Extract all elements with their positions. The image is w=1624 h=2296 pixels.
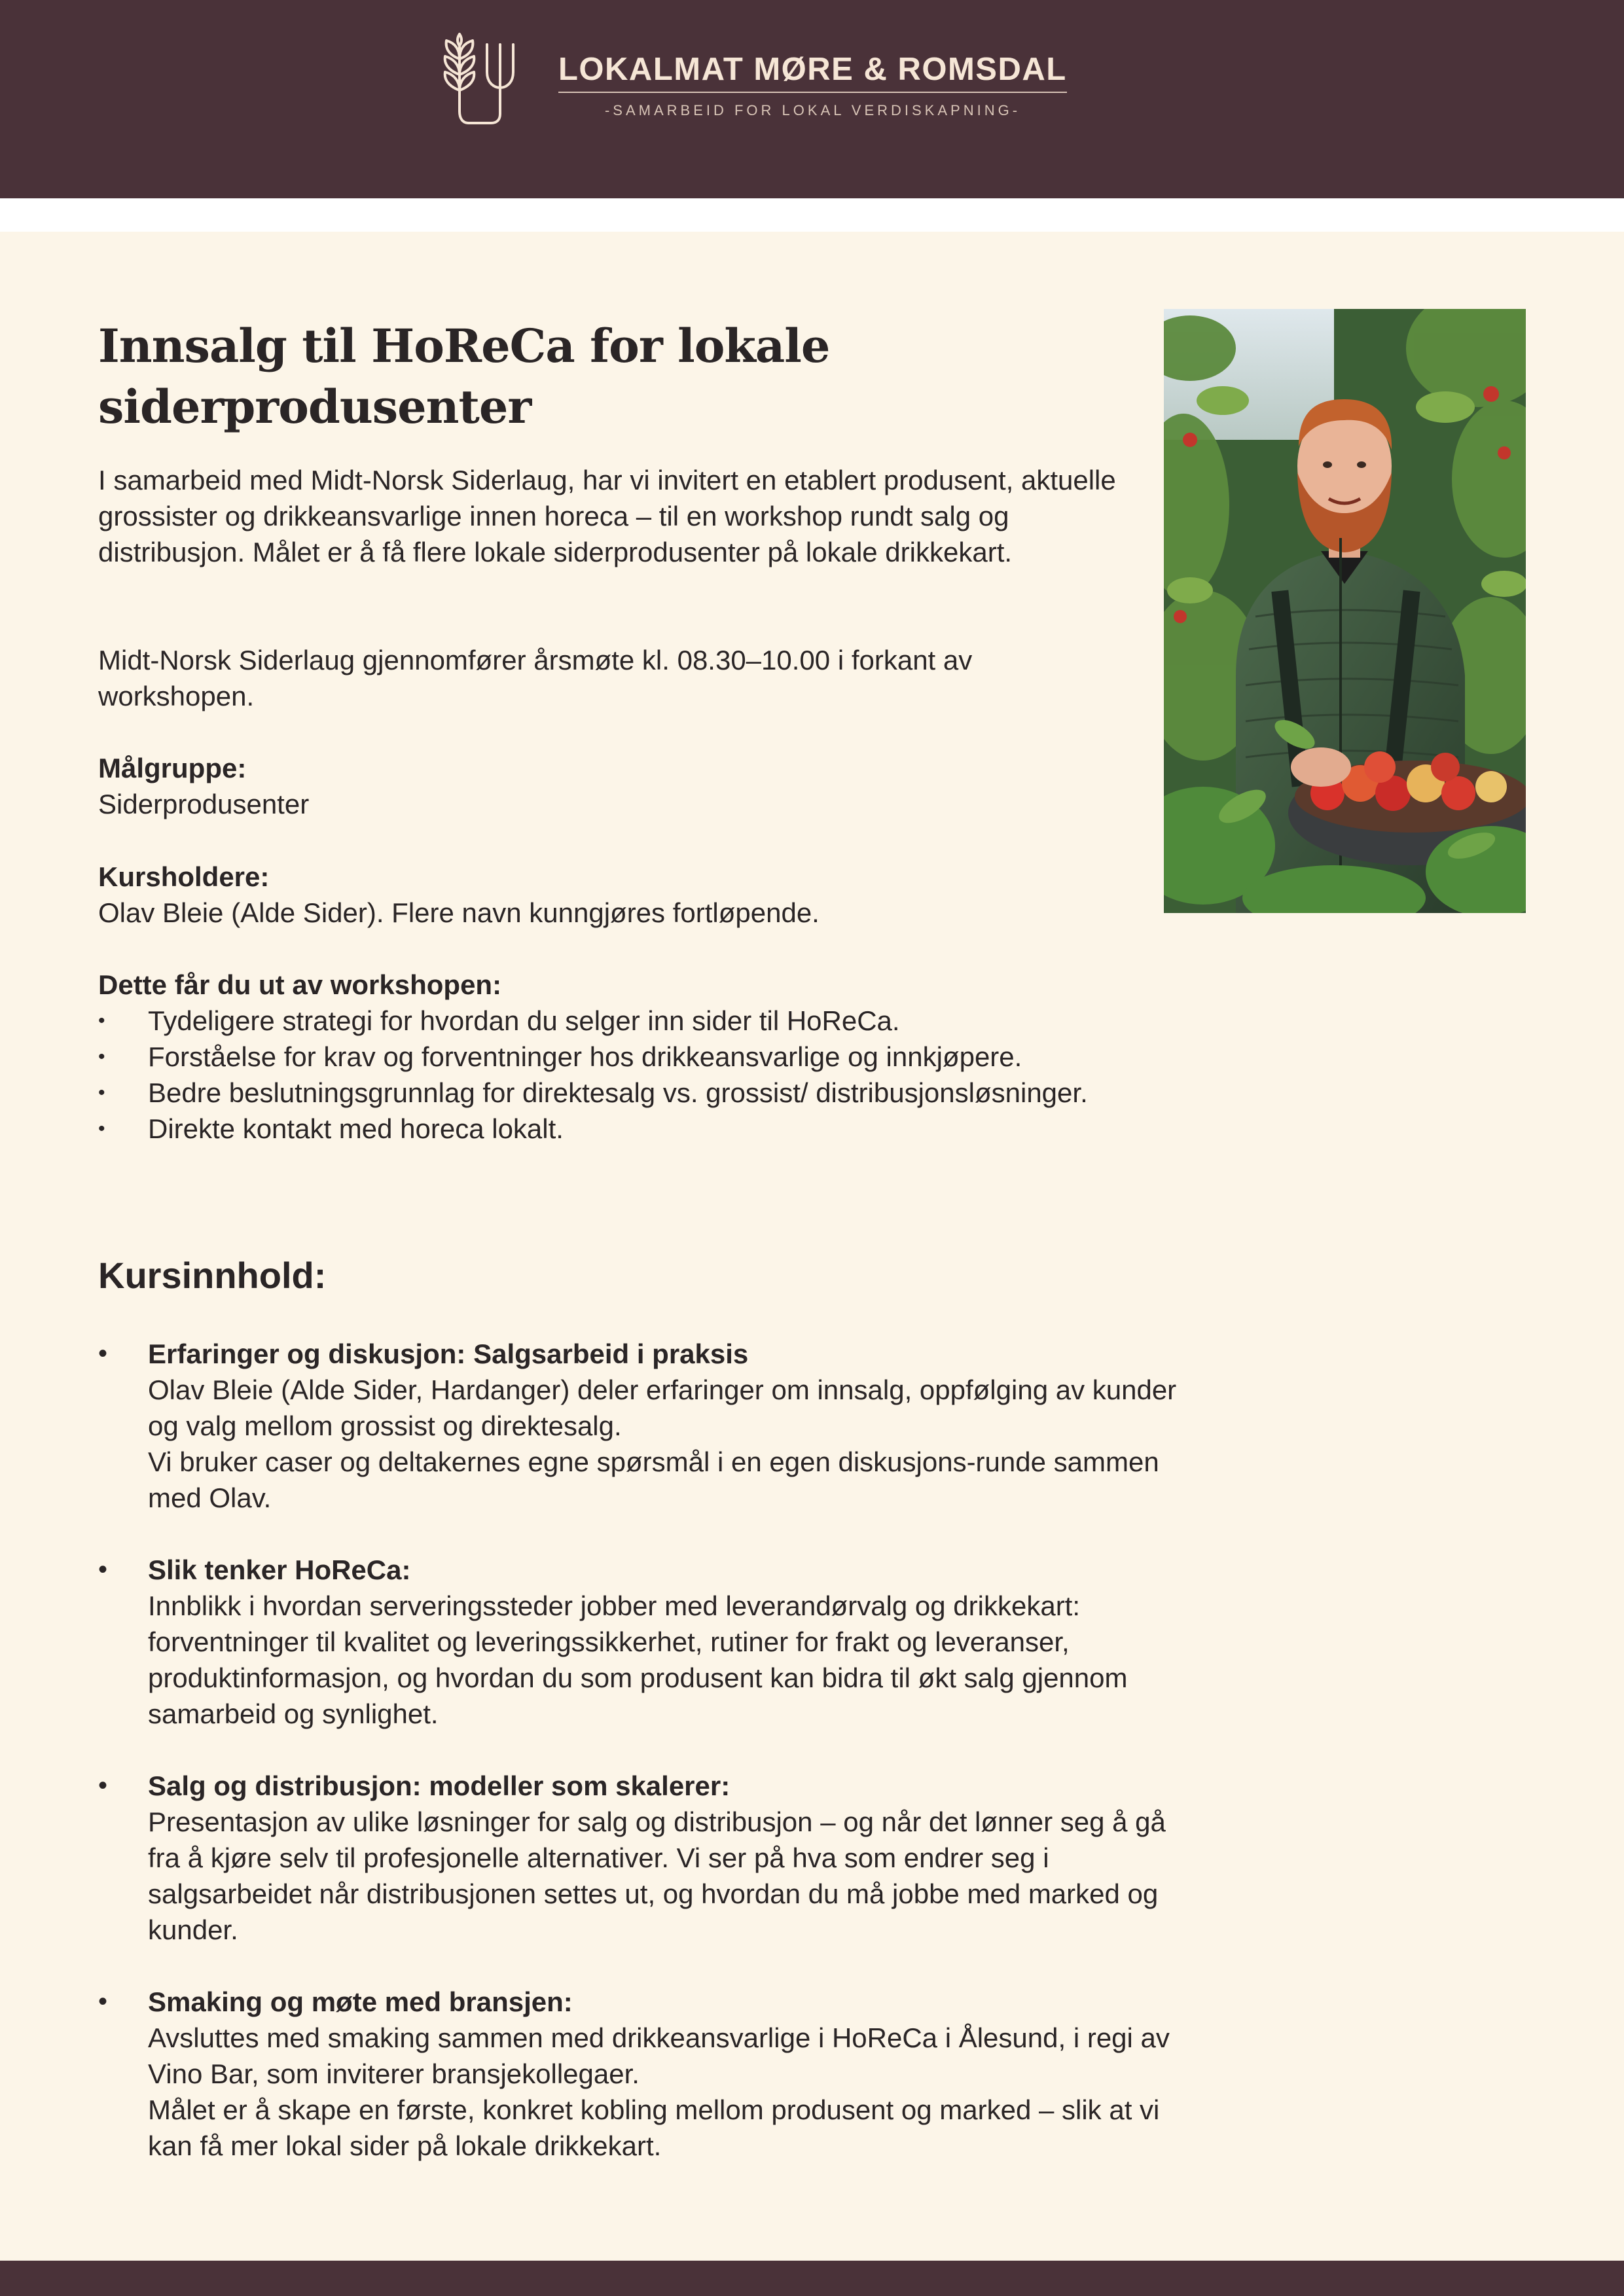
course-list — [98, 1336, 1191, 2164]
target-group-value: Siderprodusenter — [98, 789, 310, 819]
benefit-text: Tydeligere strategi for hvordan du selger inn sider til HoReCa. — [148, 1005, 900, 1036]
list-item — [98, 1075, 1100, 1111]
instructors-value: Olav Bleie (Alde Sider). Flere navn kunngjøres fortløpende. — [98, 897, 820, 928]
bullet-icon: • — [98, 1046, 105, 1067]
bullet-icon: • — [98, 1118, 105, 1139]
course-item-title: Erfaringer og diskusjon: Salgsarbeid i praksis — [148, 1338, 749, 1369]
list-item — [98, 1984, 1191, 2164]
target-group-label: Målgruppe: — [98, 753, 247, 783]
benefit-text: Direkte kontakt med horeca lokalt. — [148, 1113, 564, 1144]
bullet-icon: • — [98, 1555, 108, 1584]
benefit-text: Bedre beslutningsgrunnlag for direktesalg vs. grossist/ distribusjonsløsninger. — [148, 1077, 1088, 1108]
course-content-block — [98, 1336, 1191, 2200]
course-item-text: Innblikk i hvordan serveringssteder jobber med leverandørvalg og drikkekart: forventninger til kvalitet og leveringssikkerhet, rutiner for frakt og leveranser, produktinformasjon, og hvordan du som produsent kan bidra til økt salg gjennom samarbeid og synlighet. — [148, 1590, 1128, 1729]
benefits-block — [98, 967, 1100, 1147]
course-item-text: Avsluttes med smaking sammen med drikkeansvarlige i HoReCa i Ålesund, i regi av Vino Bar, som inviterer bransjekollegaer. — [148, 2022, 1170, 2089]
course-item-text: Presentasjon av ulike løsninger for salg og distribusjon – og når det lønner seg å gå fra å kjøre selv til profesjonelle alternativer. Vi ser på hva som endrer seg i salgsarbeidet når distribusjonen settes ut, og hvordan du må jobbe med marked og kunder. — [148, 1806, 1166, 1945]
list-item — [98, 1111, 1100, 1147]
meeting-note-block — [98, 642, 1015, 714]
intro-text: I samarbeid med Midt-Norsk Siderlaug, har vi invitert en etablert produsent, aktuelle grossister og drikkeansvarlige innen horeca – til en workshop rundt salg og distribusjon. Målet er å få flere lokale siderprodusenter på lokale drikkekart. — [98, 465, 1116, 567]
list-item — [98, 1039, 1100, 1075]
course-item-title: Smaking og møte med bransjen: — [148, 1986, 573, 2017]
course-item-title: Salg og distribusjon: modeller som skalerer: — [148, 1770, 731, 1801]
leaf-fork-icon — [440, 33, 524, 124]
benefit-text: Forståelse for krav og forventninger hos drikkeansvarlige og innkjøpere. — [148, 1041, 1022, 1072]
course-item-text: Vi bruker caser og deltakernes egne spørsmål i en egen diskusjons-runde sammen med Olav. — [148, 1446, 1159, 1513]
benefits-label: Dette får du ut av workshopen: — [98, 969, 502, 1000]
target-group-block — [98, 750, 1185, 822]
footer-band — [0, 2261, 1624, 2296]
course-item-text: Olav Bleie (Alde Sider, Hardanger) deler erfaringer om innsalg, oppfølging av kunder og valg mellom grossist og direktesalg. — [148, 1374, 1177, 1441]
orchard-photo — [1164, 309, 1526, 913]
brand-divider — [558, 92, 1067, 93]
instructors-block — [98, 859, 1185, 931]
bullet-icon: • — [98, 1771, 108, 1800]
list-item — [98, 1552, 1191, 1732]
photo-illustration — [1164, 309, 1526, 913]
benefits-list — [98, 1003, 1100, 1147]
bullet-icon: • — [98, 1987, 108, 2016]
list-item — [98, 1768, 1191, 1948]
brand-tagline: -SAMARBEID FOR LOKAL VERDISKAPNING- — [604, 102, 1021, 118]
bullet-icon: • — [98, 1339, 108, 1368]
bullet-icon: • — [98, 1010, 105, 1031]
list-item — [98, 1003, 1100, 1039]
instructors-label: Kursholdere: — [98, 861, 270, 892]
bullet-icon: • — [98, 1082, 105, 1103]
brand-name: LOKALMAT MØRE & ROMSDAL — [558, 52, 1067, 87]
course-item-text: Målet er å skape en første, konkret kobling mellom produsent og marked – slik at vi kan få mer lokal sider på lokale drikkekart. — [148, 2094, 1160, 2161]
course-item-title: Slik tenker HoReCa: — [148, 1554, 411, 1585]
intro-paragraph — [98, 462, 1119, 570]
header-band — [0, 0, 1624, 198]
page-title: Innsalg til HoReCa for lokale siderprodusenter — [98, 319, 830, 434]
list-item — [98, 1336, 1191, 1516]
course-content-heading: Kursinnhold: — [98, 1255, 327, 1296]
meeting-note: Midt-Norsk Siderlaug gjennomfører årsmøte kl. 08.30–10.00 i forkant av workshopen. — [98, 645, 973, 711]
